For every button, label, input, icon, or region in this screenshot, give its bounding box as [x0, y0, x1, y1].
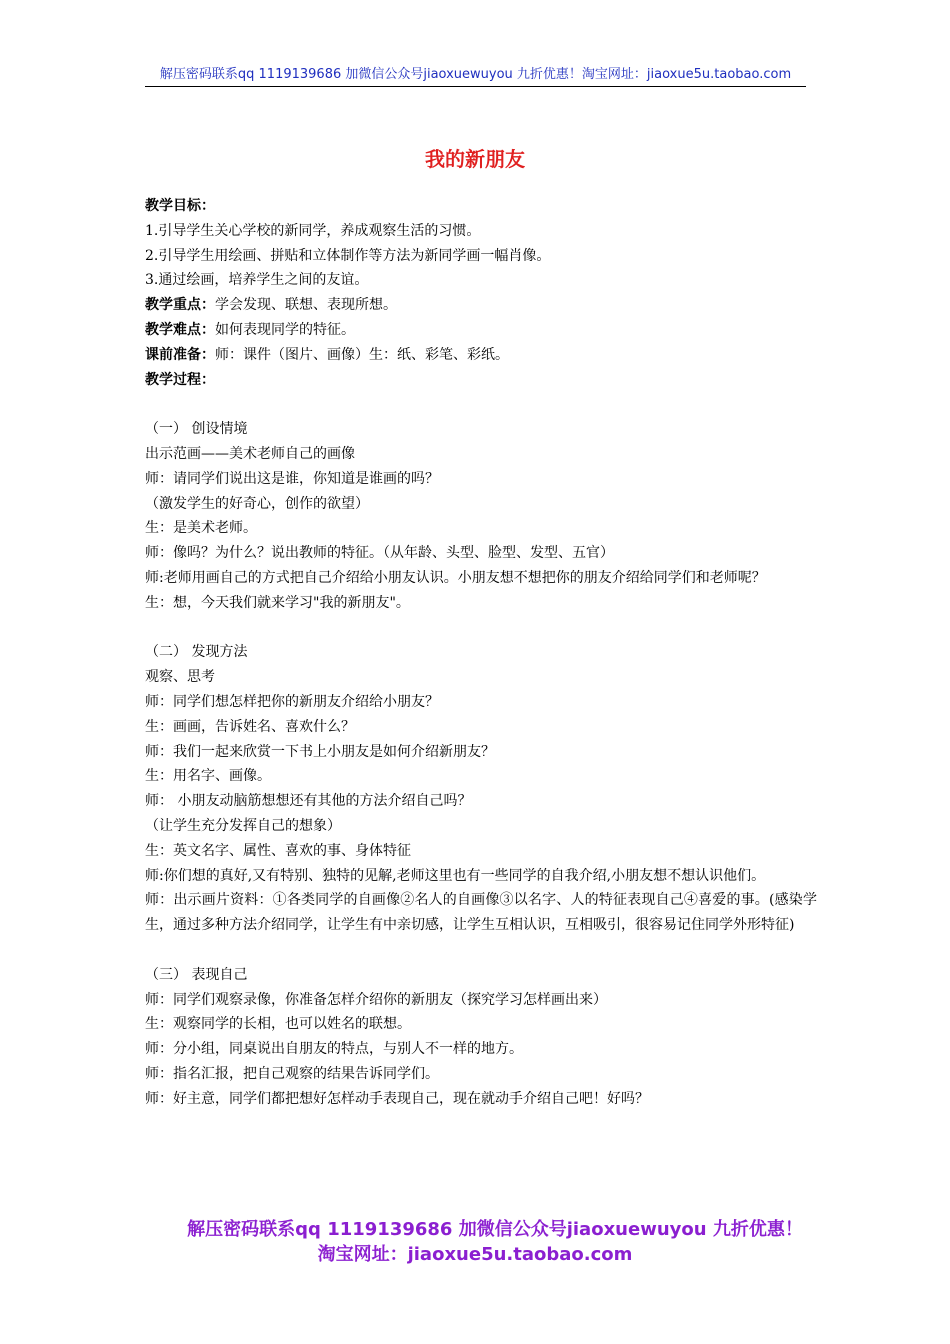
section-line: 师： 小朋友动脑筋想想还有其他的方法介绍自己吗？: [145, 793, 472, 810]
section-line: 师:老师用画自己的方式把自己介绍给小朋友认识。小朋友想不想把你的朋友介绍给同学们和老师呢？: [145, 569, 766, 586]
preparation-text: 师：课件（图片、画像）生：纸、彩笔、彩纸。: [215, 346, 509, 363]
difficulty-row: [145, 318, 817, 343]
key-point-label: 教学重点：: [145, 297, 215, 314]
preparation-label: 课前准备：: [145, 346, 215, 363]
page-title: 我的新朋友: [425, 147, 525, 171]
section-line: 观察、思考: [145, 669, 215, 686]
section-line: 生：观察同学的长相，也可以姓名的联想。: [145, 1016, 411, 1033]
section-line: 师：指名汇报，把自己观察的结果告诉同学们。: [145, 1065, 439, 1082]
key-point-row: [145, 293, 817, 318]
document-body: [145, 194, 817, 1111]
section-line: 出示范画——美术老师自己的画像: [145, 445, 355, 462]
section-line: 师:你们想的真好,又有特别、独特的见解,老师这里也有一些同学的自我介绍,小朋友想不想认识他们。: [145, 867, 766, 884]
section-line: （激发学生的好奇心，创作的欲望）: [145, 495, 369, 512]
section-line: 生：是美术老师。: [145, 520, 257, 537]
goal-item: 1.引导学生关心学校的新同学，养成观察生活的习惯。: [145, 222, 481, 239]
goal-item: 2.引导学生用绘画、拼贴和立体制作等方法为新同学画一幅肖像。: [145, 247, 551, 264]
goals-label: 教学目标：: [145, 198, 215, 214]
section-line: 师：同学们想怎样把你的新朋友介绍给小朋友？: [145, 693, 439, 710]
difficulty-text: 如何表现同学的特征。: [215, 321, 355, 338]
section-line: 师：我们一起来欣赏一下书上小朋友是如何介绍新朋友？: [145, 743, 495, 760]
section-line: 生：想，今天我们就来学习"我的新朋友"。: [145, 594, 410, 611]
section-line: 师：像吗？为什么？说出教师的特征。（从年龄、头型、脸型、发型、五官）: [145, 545, 614, 562]
section-heading: （一） 创设情境: [145, 421, 248, 438]
section-heading: （三） 表现自己: [145, 966, 248, 983]
difficulty-label: 教学难点：: [145, 321, 215, 338]
footer-line-1: 解压密码联系qq 1119139686 加微信公众号jiaoxuewuyou 九折优惠！: [187, 1219, 803, 1240]
section-line: 生：画画，告诉姓名、喜欢什么？: [145, 718, 355, 735]
spacer: [145, 392, 817, 417]
section-line: 师：出示画片资料：①各类同学的自画像②名人的自画像③以名字、人的特征表现自己④喜爱的事。(感染学生，通过多种方法介绍同学，让学生有中亲切感，让学生互相认识，互相吸引，很容易记住同学外形特征): [145, 892, 817, 934]
footer-line-2: 淘宝网址：jiaoxue5u.taobao.com: [317, 1244, 633, 1265]
spacer: [145, 938, 817, 963]
process-label: 教学过程：: [145, 371, 215, 388]
section-line: 师：同学们观察录像，你准备怎样介绍你的新朋友（探究学习怎样画出来）: [145, 991, 607, 1008]
header-banner: 解压密码联系qq 1119139686 加微信公众号jiaoxuewuyou 九折优惠！淘宝网址：jiaoxue5u.taobao.com: [159, 67, 792, 82]
spacer: [145, 616, 817, 641]
footer-banner: [0, 1217, 950, 1267]
section-line: 生：用名字、画像。: [145, 768, 271, 785]
section-line: 师：分小组，同桌说出自朋友的特点，与别人不一样的地方。: [145, 1041, 523, 1058]
section-heading: （二） 发现方法: [145, 644, 248, 661]
section-line: 生：英文名字、属性、喜欢的事、身体特征: [145, 842, 411, 859]
section-line: （让学生充分发挥自己的想象）: [145, 817, 341, 834]
goal-item: 3.通过绘画，培养学生之间的友谊。: [145, 272, 369, 289]
preparation-row: [145, 343, 817, 368]
section-line: 师：好主意，同学们都把想好怎样动手表现自己，现在就动手介绍自己吧！好吗？: [145, 1090, 649, 1107]
key-point-text: 学会发现、联想、表现所想。: [215, 297, 397, 314]
section-line: 师：请同学们说出这是谁，你知道是谁画的吗？: [145, 470, 439, 487]
header-divider: [145, 86, 806, 87]
